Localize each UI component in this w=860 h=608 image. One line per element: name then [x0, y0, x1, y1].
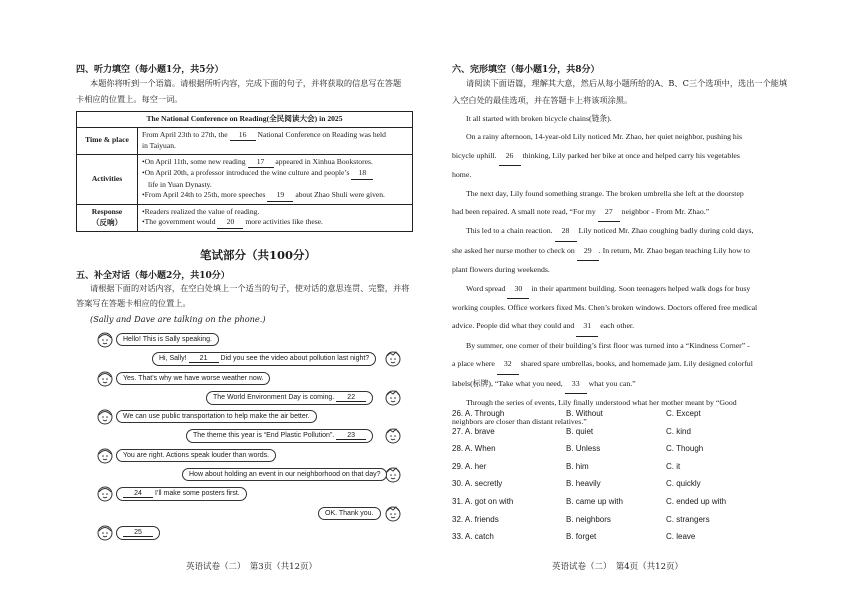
passage-p4-line2: working couples. Office workers fixed Ms. Chen’s broken windows. Doctors offered free medical	[452, 303, 758, 313]
option-28-c[interactable]: C. Though	[666, 444, 704, 454]
blank-30[interactable]: 30	[507, 280, 529, 299]
option-31-c[interactable]: C. ended up with	[666, 497, 727, 506]
blank-33[interactable]: 33	[565, 375, 587, 394]
activity2-text-a: •On April 20th, a professor introduced the wine culture and people’s	[142, 168, 350, 177]
sally-face-icon	[96, 447, 114, 465]
option-27-b[interactable]: B. quiet	[566, 426, 594, 436]
dave-face-icon	[384, 350, 402, 368]
blank-22[interactable]: 22	[336, 394, 366, 402]
sally-bubble-6	[116, 526, 160, 540]
sally-face-icon	[96, 408, 114, 426]
passage-p1-line1: On a rainy afternoon, 14-year-old Lily noticed Mr. Zhao, her quiet neighbor, pushing his	[466, 132, 743, 142]
row-time-place	[138, 127, 413, 154]
row-response	[138, 204, 413, 231]
passage-p4-line3	[452, 317, 847, 336]
option-26-c[interactable]: C. Except	[666, 409, 701, 418]
sally-bubble-3: We can use public transportation to help make the air better.	[116, 410, 317, 423]
response2-text-a: •The government would	[142, 217, 216, 226]
row-head-time-place: Time & place	[77, 127, 138, 154]
p5-text-c: labels(标牌), “Take what you need,	[452, 378, 563, 388]
dave-bubble-1	[152, 352, 376, 366]
p3-text-a: This led to a chain reaction.	[466, 226, 553, 236]
listening-table	[76, 111, 413, 232]
blank-18[interactable]: 18	[351, 168, 373, 180]
blank-21[interactable]: 21	[189, 355, 219, 363]
passage-p3-line1	[452, 222, 847, 241]
option-30-a[interactable]: 30. A. secretly	[452, 479, 503, 489]
p2-text-b: neighbor - From Mr. Zhao.”	[621, 207, 710, 217]
passage-p6-line2: neighbors are closer than distant relatives.”	[452, 416, 587, 426]
row1-text-b: National Conference on Reading was held	[257, 129, 386, 139]
p4-text-d: each other.	[600, 321, 635, 331]
option-33-b[interactable]: B. forget	[566, 532, 597, 542]
sally-bubble-5	[116, 487, 247, 501]
passage-p0: It all started with broken bicycle chains(链条).	[466, 114, 612, 123]
activity1-text-b: appeared in Xinhua Bookstores.	[275, 156, 373, 166]
dave-face-icon	[384, 505, 402, 523]
activity3-text-b: about Zhao Shuli were given.	[295, 190, 385, 199]
blank-32[interactable]: 32	[497, 355, 519, 374]
sally-bubble-4: You are right. Actions speak louder than words.	[116, 449, 276, 462]
table-title: The National Conference on Reading(全民阅读大会) in 2025	[77, 112, 413, 128]
option-31-a[interactable]: 31. A. got on with	[452, 497, 514, 506]
passage-p6-line1: Through the series of events, Lily finally understood what her mother meant by “Good	[466, 398, 737, 408]
option-29-c[interactable]: C. it	[666, 461, 681, 471]
sally-bubble-5-text: I’ll make some posters first.	[154, 490, 240, 497]
blank-26[interactable]: 26	[499, 147, 521, 166]
section5-instruction-line1: 请根据下面的对话内容，在空白处填上一个适当的句子，使对话的意思连贯、完整，并将	[90, 283, 410, 293]
option-32-c[interactable]: C. strangers	[666, 514, 710, 524]
sally-face-icon	[96, 485, 114, 503]
option-30-b[interactable]: B. heavily	[566, 479, 601, 489]
written-part-title: 笔试部分（共100分）	[200, 248, 317, 262]
activity3-text-a: •From April 24th to 25th, more speeches	[142, 190, 266, 199]
option-28-b[interactable]: B. Unless	[566, 444, 601, 454]
passage-p5-line3	[452, 375, 847, 394]
row1-text-a: From April 23th to 27th, the	[142, 129, 228, 139]
response-head-cn: （反响）	[91, 217, 123, 227]
response-head-en: Response	[91, 207, 123, 216]
blank-29[interactable]: 29	[577, 242, 599, 261]
p4-text-b: in their apartment building. Soon teenagers helped walk dogs for busy	[531, 283, 751, 293]
passage-p4-line1	[452, 280, 847, 299]
sally-face-icon	[96, 370, 114, 388]
passage-p5-line2	[452, 355, 847, 374]
row-head-response	[77, 204, 138, 231]
blank-20[interactable]: 20	[217, 217, 243, 229]
dave-bubble-4: How about holding an event in our neighborhood on that day?	[182, 468, 387, 481]
option-26-b[interactable]: B. Without	[566, 409, 603, 418]
p3-text-d: . In return, Mr. Zhao began teaching Lily how to	[598, 245, 750, 255]
dave-bubble-1-text-a: Hi, Sally!	[159, 355, 187, 362]
blank-16[interactable]: 16	[230, 130, 256, 142]
passage-p2-line1: The next day, Lily found something strange. The broken umbrella she left at the doorstep	[466, 188, 744, 198]
sally-bubble-2: Yes. That’s why we have worse weather now.	[116, 372, 270, 385]
option-32-a[interactable]: 32. A. friends	[452, 514, 499, 524]
p1-text-b: thinking, Lily parked her bike at once and helped carry his vegetables	[522, 150, 740, 160]
sally-bubble-1: Hello! This is Sally speaking.	[116, 333, 219, 346]
p5-text-b: shared spare umbrellas, books, and homemade jam. Lily designed colorful	[520, 359, 753, 369]
p4-text-c: advice. People did what they could and	[452, 321, 575, 331]
option-32-b[interactable]: B. neighbors	[566, 514, 611, 524]
option-33-c[interactable]: C. leave	[666, 532, 696, 542]
dave-face-icon	[384, 389, 402, 407]
section5-title: 五、补全对话（每小题2分，共10分）	[76, 271, 230, 281]
row1-text-c: in Taiyuan.	[142, 141, 176, 150]
option-30-c[interactable]: C. quickly	[666, 479, 701, 489]
response1-text: •Readers realized the value of reading.	[142, 206, 260, 216]
page-footer-right: 英语试卷（二） 第4页（共12页）	[552, 562, 683, 572]
blank-27[interactable]: 27	[598, 203, 620, 222]
option-29-b[interactable]: B. him	[566, 461, 589, 471]
p3-text-b: Lily noticed Mr. Zhao coughing badly during cold days,	[578, 226, 754, 236]
sally-face-icon	[96, 524, 114, 542]
sally-face-icon	[96, 331, 114, 349]
blank-31[interactable]: 31	[576, 317, 598, 336]
section4-instruction-line2: 卡相应的位置上。每空一词。	[76, 94, 183, 104]
blank-25[interactable]: 25	[123, 529, 153, 537]
blank-28[interactable]: 28	[555, 222, 577, 241]
section6-instruction-line1: 请阅读下面语篇，理解其大意，然后从每小题所给的A、B、C三个选项中，选出一个能填	[466, 78, 788, 88]
passage-p1-line3: home.	[452, 170, 472, 180]
cloze-passage	[452, 110, 847, 431]
row-activities	[138, 154, 413, 204]
option-27-a[interactable]: 27. A. brave	[452, 426, 495, 436]
passage-p2-line2	[452, 203, 847, 222]
option-27-c[interactable]: C. kind	[666, 426, 691, 436]
passage-p5-line1: By summer, one corner of their building’s first floor was turned into a “Kindness Corner” -	[466, 340, 750, 350]
p1-text-a: bicycle uphill.	[452, 150, 497, 160]
option-31-b[interactable]: B. came up with	[566, 497, 623, 506]
p4-text-a: Word spread	[466, 283, 506, 293]
passage-p3-line3: plant flowers during weekends.	[452, 265, 550, 275]
p3-text-c: she asked her nurse mother to check on	[452, 245, 575, 255]
dave-bubble-3	[186, 429, 373, 443]
blank-24[interactable]: 24	[123, 490, 153, 498]
right-page	[430, 0, 860, 608]
dave-bubble-2	[206, 391, 373, 405]
section6-title: 六、完形填空（每小题1分，共8分）	[452, 65, 600, 75]
option-33-a[interactable]: 33. A. catch	[452, 532, 494, 542]
p5-text-a: a place where	[452, 359, 495, 369]
dialogue-context: (Sally and Dave are talking on the phone.)	[90, 314, 266, 324]
blank-19[interactable]: 19	[267, 190, 293, 202]
section4-instruction-line1: 本题你将听到一个语篇。请根据所听内容，完成下面的句子，并将获取的信息写在答题	[90, 78, 402, 88]
response2-text-b: more activities like these.	[245, 217, 323, 226]
section5-instruction-line2: 答案写在答题卡相应的位置上。	[76, 298, 191, 308]
page-footer-left: 英语试卷（二） 第3页（共12页）	[186, 562, 317, 572]
option-29-a[interactable]: 29. A. her	[452, 461, 487, 471]
option-26-a[interactable]: 26. A. Through	[452, 409, 505, 418]
dave-bubble-2-text: The World Environment Day is coming.	[213, 394, 335, 401]
passage-p1-line2	[452, 147, 847, 166]
option-28-a[interactable]: 28. A. When	[452, 444, 496, 454]
section6-instruction-line2: 入空白处的最佳选项，并在答题卡上将该项涂黑。	[452, 95, 633, 105]
passage-p3-line2	[452, 242, 847, 261]
dave-face-icon	[384, 427, 402, 445]
activity2-text-b: life in Yuan Dynasty.	[148, 179, 212, 189]
dave-bubble-3-text: The theme this year is “End Plastic Pollution”.	[193, 432, 335, 439]
dave-bubble-1-text-b: Did you see the video about pollution last night?	[220, 355, 370, 362]
p2-text-a: had been repaired. A small note read, “For my	[452, 207, 596, 217]
dave-bubble-5: OK. Thank you.	[318, 507, 381, 520]
activity1-text-a: •On April 11th, some new reading	[142, 156, 246, 166]
p5-text-d: what you can.”	[588, 378, 636, 388]
blank-17[interactable]: 17	[248, 157, 274, 169]
blank-23[interactable]: 23	[336, 432, 366, 440]
section4-title: 四、听力填空（每小题1分，共5分）	[76, 65, 224, 75]
row-head-activities: Activities	[77, 154, 138, 204]
